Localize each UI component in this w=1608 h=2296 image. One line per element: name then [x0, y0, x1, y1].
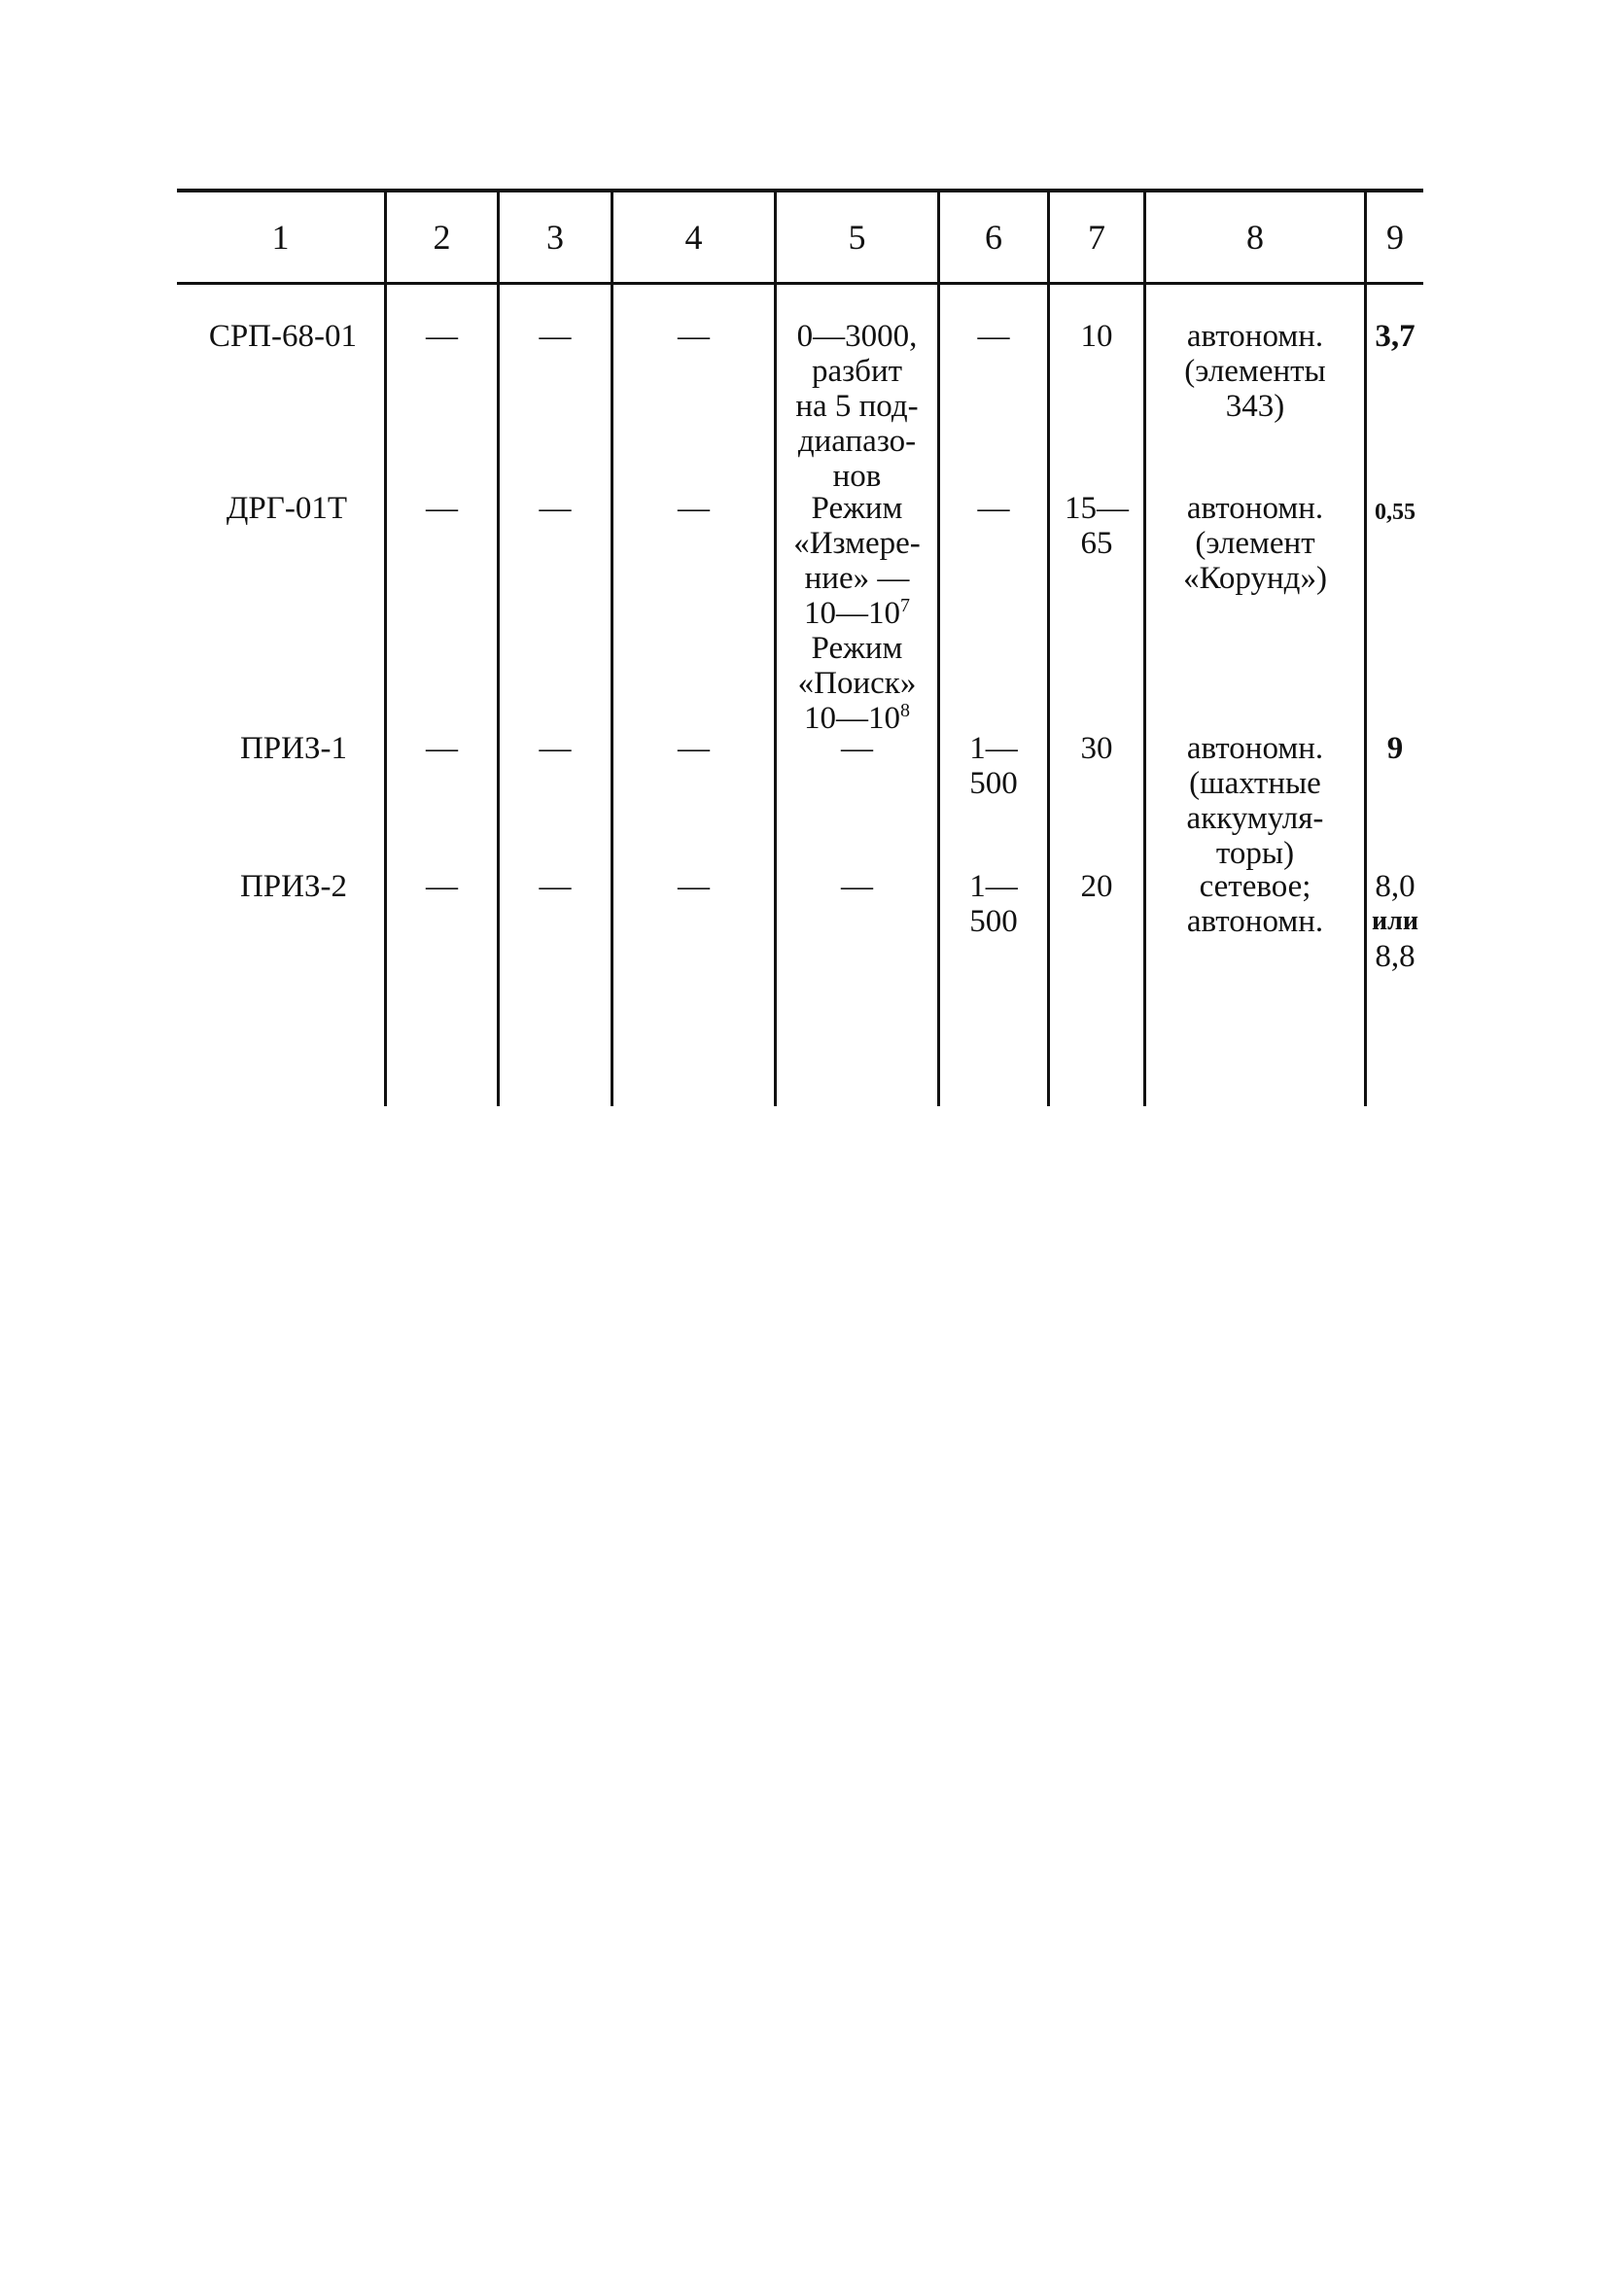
power-line: автономн. [1186, 491, 1324, 526]
cell-dash: — [539, 491, 572, 526]
power-line: (элементы [1184, 354, 1326, 389]
cell-dash: — [539, 731, 572, 766]
power-line: аккумуля- [1186, 801, 1324, 836]
power-line: сетевое; [1199, 869, 1311, 904]
cell-dash: — [678, 731, 710, 766]
mass-value [1367, 869, 1423, 974]
column-divider [1047, 285, 1050, 1106]
range-line: нов [832, 459, 882, 494]
power-line: автономн. [1186, 904, 1324, 939]
range-line: Режим [811, 491, 903, 526]
cell-dash: — [841, 731, 873, 766]
cell-dash: — [678, 491, 710, 526]
range-line: «Поиск» [797, 666, 917, 701]
cell-dash: — [841, 869, 873, 904]
mass-line: или [1372, 906, 1418, 936]
power-supply [1146, 731, 1364, 871]
mass-value: 0,55 [1375, 500, 1416, 525]
range-line: на 5 под- [795, 389, 919, 424]
table-top-rule [177, 189, 1423, 192]
cell-dash: — [539, 319, 572, 354]
column-divider [497, 285, 500, 1106]
cell-dash: — [678, 869, 710, 904]
power-line: (элемент [1195, 526, 1315, 561]
power-line: (шахтные [1189, 766, 1321, 801]
col7-value [1050, 491, 1143, 561]
column-header-2: 2 [433, 218, 451, 257]
cell-dash: — [977, 319, 1010, 354]
column-divider [611, 285, 613, 1106]
column-header-1: 1 [271, 218, 290, 257]
col7-line: 10 [1080, 319, 1113, 354]
mass-line: 8,0 [1375, 869, 1416, 904]
measurement-range [777, 319, 937, 494]
range-line: «Измере- [793, 526, 921, 561]
column-header-8: 8 [1246, 218, 1264, 257]
measurement-range [777, 491, 937, 736]
power-line: торы) [1215, 836, 1295, 871]
cell-dash: — [426, 731, 458, 766]
column-header-9: 9 [1386, 218, 1404, 257]
power-line: автономн. [1186, 319, 1324, 354]
cell-dash: — [426, 491, 458, 526]
power-supply [1146, 491, 1364, 596]
data-table [177, 189, 1423, 1015]
column-divider [384, 285, 387, 1106]
range-line: Режим [811, 631, 903, 666]
power-line: автономн. [1186, 731, 1324, 766]
range-base: 10—10 [804, 701, 900, 736]
col6-line: 500 [969, 766, 1018, 801]
cell-dash: — [678, 319, 710, 354]
col7-value [1050, 731, 1143, 766]
power-supply [1146, 319, 1364, 424]
col7-value [1050, 869, 1143, 904]
range-line: ние» — [804, 561, 910, 596]
col6-line: 1— [969, 869, 1018, 904]
range-line: разбит [811, 354, 903, 389]
column-header-6: 6 [985, 218, 1002, 257]
cell-dash: — [977, 491, 1010, 526]
column-header-5: 5 [848, 218, 866, 257]
mass-value: 3,7 [1375, 319, 1416, 354]
col7-line: 30 [1080, 731, 1113, 766]
power-line: «Корунд») [1183, 561, 1327, 596]
col7-line: 65 [1080, 526, 1113, 561]
range-line: диапазо- [797, 424, 917, 459]
column-header-7: 7 [1088, 218, 1105, 257]
device-name: ПРИЗ-2 [239, 869, 347, 904]
cell-dash: — [539, 869, 572, 904]
col7-value [1050, 319, 1143, 354]
range-exponent: 8 [900, 700, 910, 721]
device-name: СРП-68-01 [208, 319, 357, 354]
column-divider [937, 285, 940, 1106]
col6-value [940, 731, 1047, 801]
device-name: ДРГ-01Т [226, 491, 347, 526]
mass-value: 9 [1386, 731, 1404, 766]
device-name: ПРИЗ-1 [239, 731, 347, 766]
range-base: 10—10 [804, 596, 900, 631]
mass-line: 8,8 [1375, 939, 1416, 974]
col6-line: 1— [969, 731, 1018, 766]
power-line: 343) [1225, 389, 1285, 424]
col6-line: 500 [969, 904, 1018, 939]
range-exponent: 7 [900, 595, 910, 616]
col7-line: 15— [1065, 491, 1129, 526]
range-line: 0—3000, [796, 319, 918, 354]
table-header-rule [177, 282, 1423, 285]
range-line [777, 596, 937, 631]
power-supply [1146, 869, 1364, 939]
col6-value [940, 869, 1047, 939]
cell-dash: — [426, 869, 458, 904]
col7-line: 20 [1080, 869, 1113, 904]
column-divider [1364, 285, 1367, 1106]
column-header-3: 3 [546, 218, 564, 257]
column-header-4: 4 [684, 218, 703, 257]
cell-dash: — [426, 319, 458, 354]
